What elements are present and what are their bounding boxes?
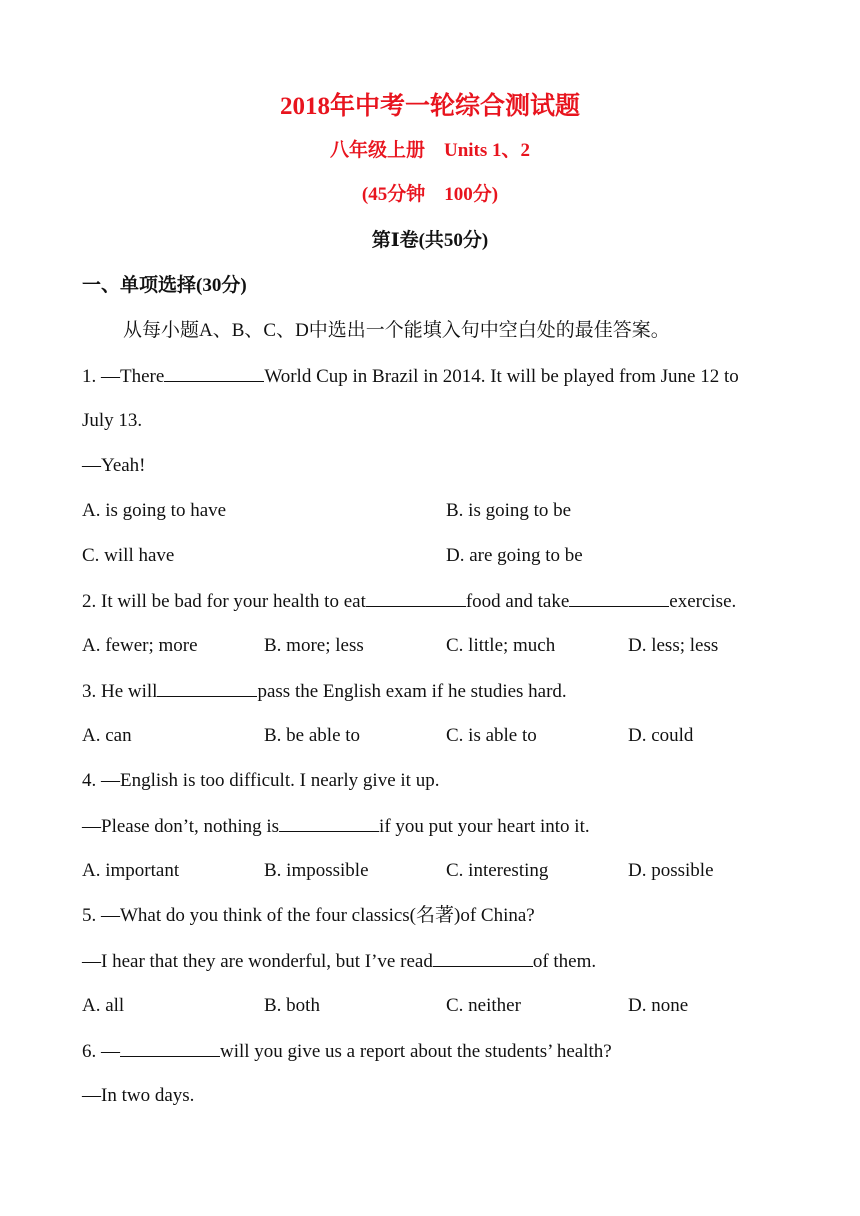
answer-blank	[569, 589, 669, 607]
question-text: 6. —	[82, 1041, 120, 1062]
question-4-reply	[82, 814, 590, 839]
question-6-reply: —In two days.	[82, 1085, 195, 1106]
question-text: 3. He will	[82, 681, 158, 702]
option-c: C. neither	[446, 995, 521, 1016]
option-a: A. can	[82, 725, 132, 746]
question-text: 1. —There	[82, 366, 165, 387]
option-b: B. both	[264, 995, 320, 1016]
section-heading: 一、单项选择(30分)	[82, 275, 247, 296]
option-b: B. is going to be	[446, 500, 572, 521]
answer-blank	[157, 679, 257, 697]
option-d: D. could	[628, 725, 694, 746]
option-a: A. important	[82, 860, 180, 881]
option-b: B. more; less	[264, 635, 364, 656]
option-d: D. are going to be	[446, 545, 583, 566]
question-4: 4. —English is too difficult. I nearly give it up.	[82, 770, 440, 791]
option-c: C. interesting	[446, 860, 549, 881]
option-d: D. less; less	[628, 635, 719, 656]
option-a: A. all	[82, 995, 125, 1016]
answer-blank	[120, 1039, 220, 1057]
part-heading: 第Ⅰ卷(共50分)	[371, 230, 489, 251]
question-5-reply	[82, 949, 596, 974]
question-text: 2. It will be bad for your health to eat	[82, 591, 366, 612]
question-6	[82, 1039, 612, 1064]
answer-blank	[164, 364, 264, 382]
option-d: D. possible	[628, 860, 714, 881]
option-a: A. is going to have	[82, 500, 227, 521]
option-b: B. impossible	[264, 860, 369, 881]
question-text: —Please don’t, nothing is	[82, 816, 280, 837]
question-text: if you put your heart into it.	[379, 816, 590, 837]
page-title: 2018年中考一轮综合测试题	[279, 93, 580, 120]
option-c: C. is able to	[446, 725, 537, 746]
question-text: food and take	[465, 591, 570, 612]
page-subtitle: 八年级上册 Units 1、2	[329, 140, 531, 161]
option-c: C. little; much	[446, 635, 556, 656]
question-text: exercise.	[669, 591, 737, 612]
question-text: of them.	[532, 951, 597, 972]
question-1	[82, 364, 739, 389]
option-c: C. will have	[82, 545, 175, 566]
question-3	[82, 679, 567, 704]
question-text: pass the English exam if he studies hard.	[257, 681, 567, 702]
option-d: D. none	[628, 995, 689, 1016]
option-b: B. be able to	[264, 725, 361, 746]
answer-blank	[366, 589, 466, 607]
section-instruction: 从每小题A、B、C、D中选出一个能填入句中空白处的最佳答案。	[123, 320, 670, 341]
answer-blank	[433, 949, 533, 967]
time-score: (45分钟 100分)	[361, 184, 499, 205]
answer-blank	[279, 814, 379, 832]
question-text: World Cup in Brazil in 2014. It will be played from June 12 to	[264, 366, 739, 387]
option-a: A. fewer; more	[82, 635, 198, 656]
question-1-reply: —Yeah!	[82, 455, 146, 476]
question-text: —I hear that they are wonderful, but I’ve read	[82, 951, 433, 972]
question-1-continued: July 13.	[82, 410, 143, 431]
question-5: 5. —What do you think of the four classics(名著)of China?	[82, 905, 535, 926]
question-text: will you give us a report about the students’ health?	[220, 1041, 612, 1062]
question-2	[82, 589, 736, 614]
